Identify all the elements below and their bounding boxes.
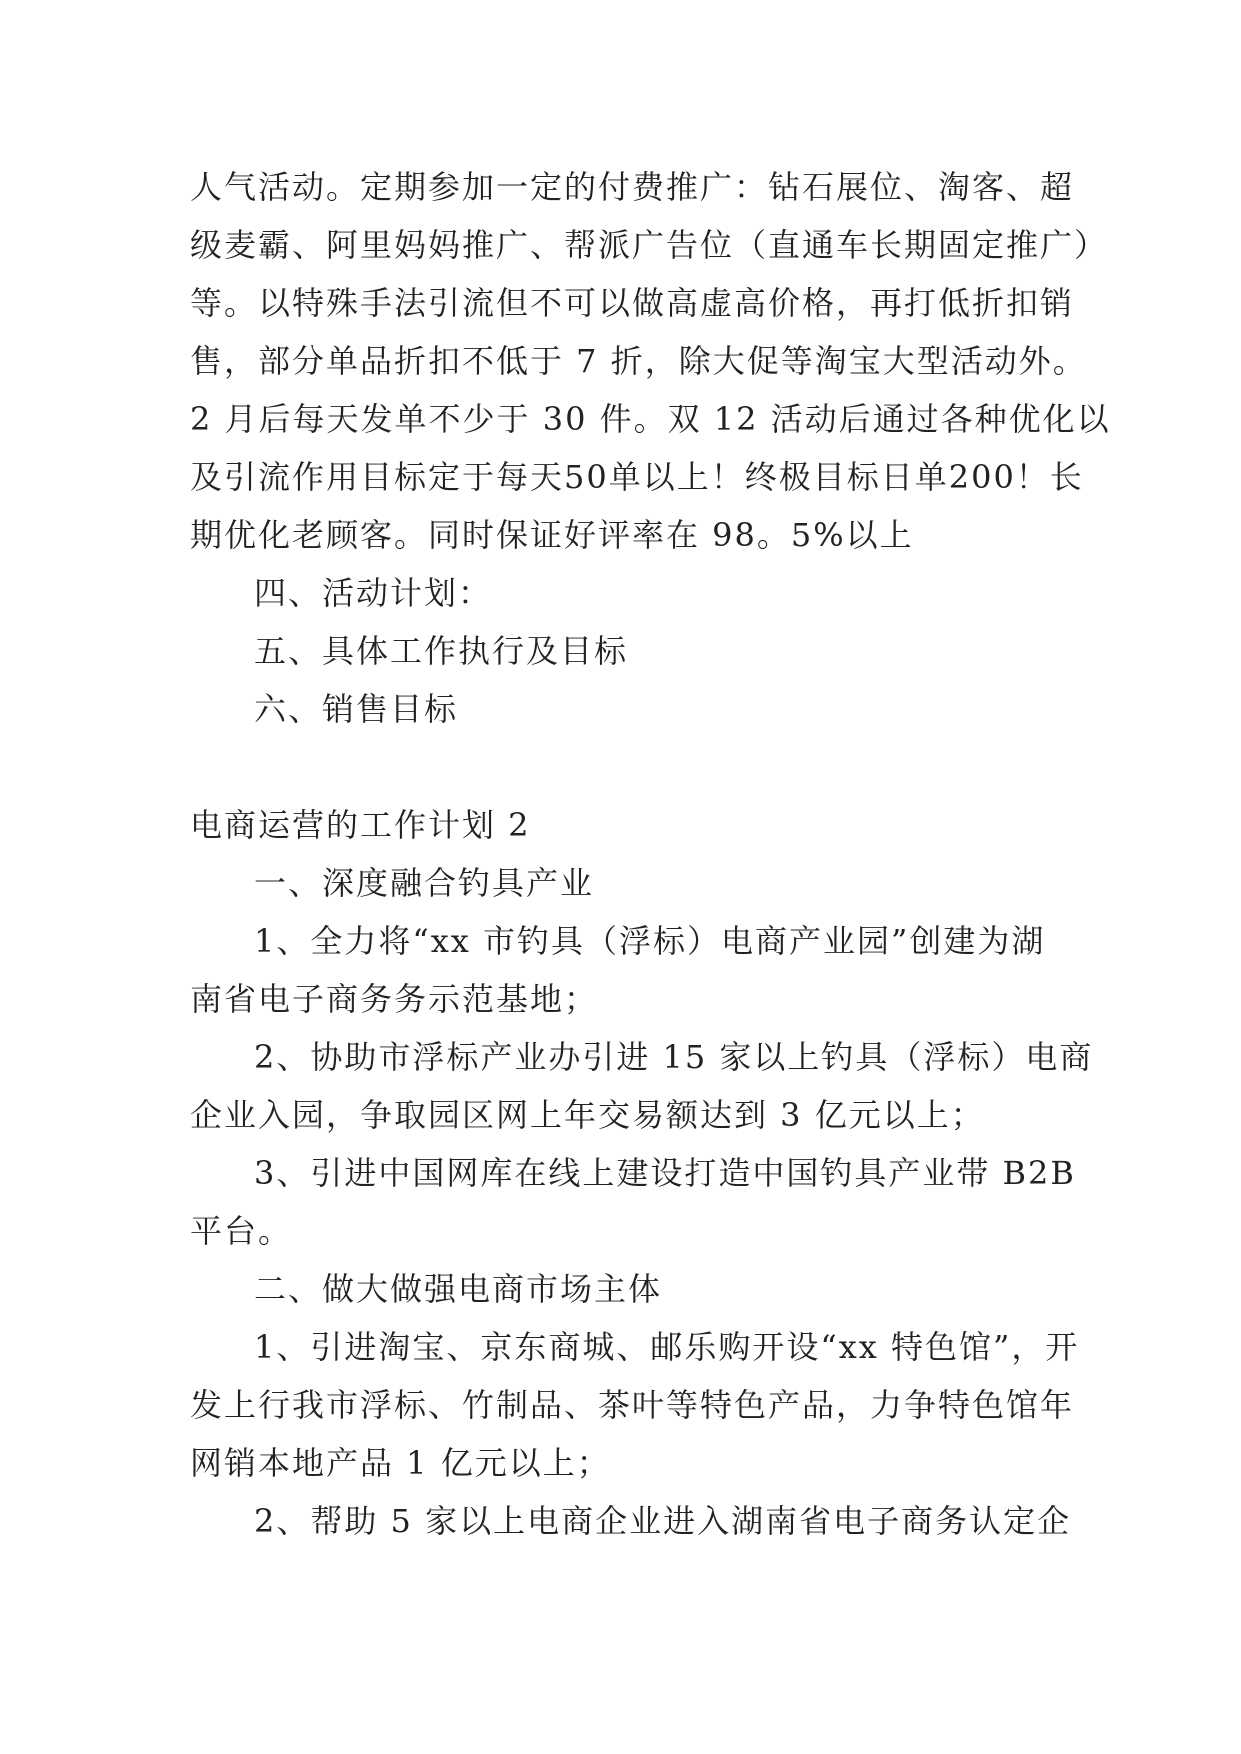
paragraph-line: 企业入园，争取园区网上年交易额达到 3 亿元以上； <box>190 1096 985 1134</box>
blank-gap <box>190 738 1060 796</box>
paragraph-line: 南省电子商务务示范基地； <box>190 980 599 1018</box>
paragraph-line: 2、协助市浮标产业办引进 15 家以上钓具（浮标）电商 <box>254 1038 1094 1076</box>
document-title: 电商运营的工作计划 2 <box>190 806 531 844</box>
paragraph-line: 3、引进中国网库在线上建设打造中国钓具产业带 B2B <box>254 1154 1076 1192</box>
paragraph-line: 2、帮助 5 家以上电商企业进入湖南省电子商务认定企 <box>254 1502 1072 1540</box>
section-heading-sales-target: 六、销售目标 <box>254 690 459 728</box>
paragraph-line: 人气活动。定期参加一定的付费推广：钻石展位、淘客、超 <box>190 168 1075 206</box>
section-heading-market-entities: 二、做大做强电商市场主体 <box>254 1270 663 1308</box>
paragraph-line: 发上行我市浮标、竹制品、茶叶等特色产品，力争特色馆年 <box>190 1386 1075 1424</box>
paragraph-line: 期优化老顾客。同时保证好评率在 98。5%以上 <box>190 516 914 554</box>
section-heading-fishing-industry: 一、深度融合钓具产业 <box>254 864 595 902</box>
section-heading-work-execution: 五、具体工作执行及目标 <box>254 632 629 670</box>
paragraph-line: 售，部分单品折扣不低于 7 折，除大促等淘宝大型活动外。 <box>190 342 1087 380</box>
paragraph-line: 级麦霸、阿里妈妈推广、帮派广告位（直通车长期固定推广） <box>190 226 1109 264</box>
paragraph-line: 等。以特殊手法引流但不可以做高虚高价格，再打低折扣销 <box>190 284 1075 322</box>
paragraph-line: 及引流作用目标定于每天50单以上！终极目标日单200！长 <box>190 458 1084 496</box>
paragraph-line: 2 月后每天发单不少于 30 件。双 12 活动后通过各种优化以 <box>190 400 1111 438</box>
section-heading-activity-plan: 四、活动计划： <box>254 574 493 612</box>
paragraph-line: 网销本地产品 1 亿元以上； <box>190 1444 611 1482</box>
document-body <box>190 158 1111 1550</box>
paragraph-line: 平台。 <box>190 1212 293 1250</box>
paragraph-line: 1、引进淘宝、京东商城、邮乐购开设“xx 特色馆”，开 <box>254 1328 1080 1366</box>
paragraph-line: 1、全力将“xx 市钓具（浮标）电商产业园”创建为湖 <box>254 922 1046 960</box>
